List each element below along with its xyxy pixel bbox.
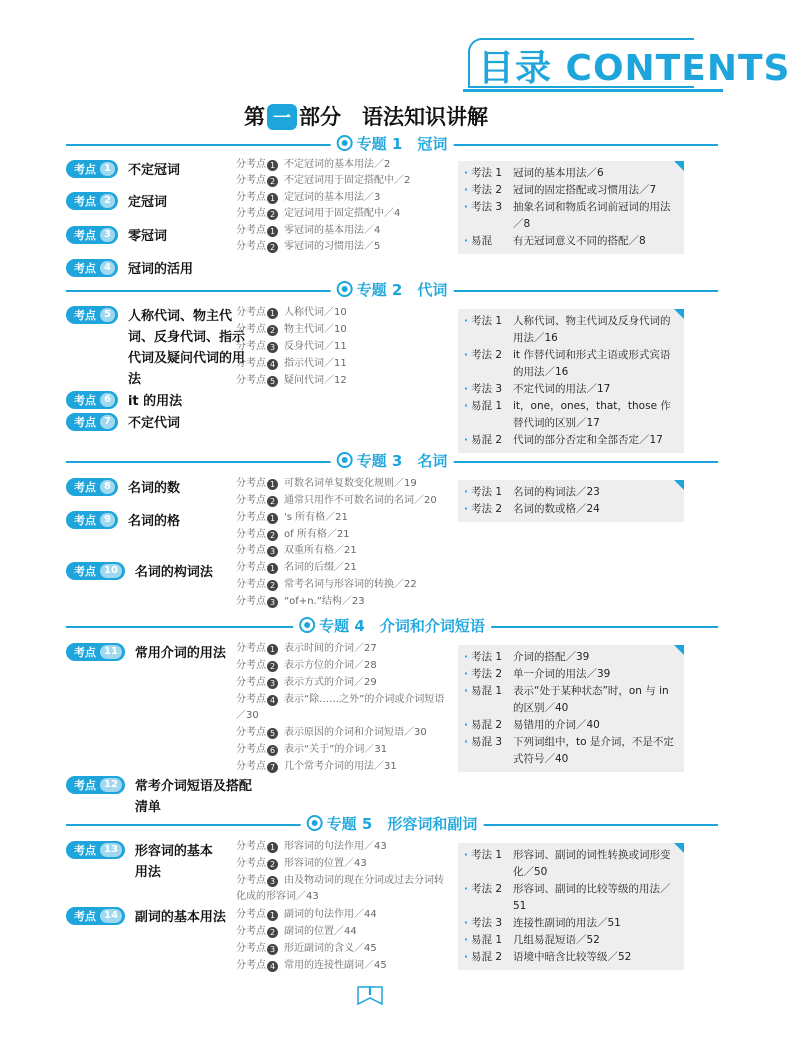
kaodian-item xyxy=(66,511,180,532)
sub-point: 分考点 3 双重所有格／21 xyxy=(236,545,357,556)
kaodian-name: 副词的基本用法 xyxy=(134,910,226,925)
kaodian-item xyxy=(66,841,225,883)
sub-point: 分考点 4 指示代词／11 xyxy=(236,358,347,369)
topic-label: 专题 3 名词 xyxy=(356,452,448,470)
topic-icon xyxy=(337,452,353,468)
part-title xyxy=(244,101,488,131)
kaodian-name: it 的用法 xyxy=(127,394,183,409)
page-number xyxy=(356,984,384,1006)
sub-point: 分考点 1 人称代词／10 xyxy=(236,307,347,318)
sub-point: 分考点 1 名词的后缀／21 xyxy=(236,562,357,573)
topic-label: 专题 4 介词和介词短语 xyxy=(319,617,485,635)
sub-point: 分考点 4 表示“除……之外”的介词或介词短语／30 xyxy=(236,694,445,721)
topic-header xyxy=(66,450,718,474)
kaodian-name: 定冠词 xyxy=(127,195,167,210)
kaodian-badge: 考点 3 xyxy=(66,226,118,244)
sub-point: 分考点 2 副词的位置／44 xyxy=(236,926,357,937)
sub-point: 分考点 5 疑问代词／12 xyxy=(236,375,347,386)
sub-point: 分考点 6 表示“关于”的介词／31 xyxy=(236,744,388,755)
kaodian-badge: 考点 14 xyxy=(66,907,125,925)
kaodian-name: 形容词的基本用法 xyxy=(134,844,213,880)
topic-icon xyxy=(299,617,315,633)
sub-point: 分考点 2 不定冠词用于固定搭配中／2 xyxy=(236,175,411,186)
sub-point: 分考点 3 由及物动词的现在分词或过去分词转化成的形容词／43 xyxy=(236,875,444,902)
header-title: 目录 CONTENTS xyxy=(478,48,790,89)
topic-icon xyxy=(307,815,323,831)
sub-point: 分考点 7 几个常考介词的用法／31 xyxy=(236,761,397,772)
sub-point: 分考点 2 常考名词与形容词的转换／22 xyxy=(236,579,417,590)
topic-label: 专题 2 代词 xyxy=(356,281,448,299)
kaodian-name: 名词的数 xyxy=(127,481,180,496)
kaodian-item xyxy=(66,259,193,280)
kaodian-badge: 考点 7 xyxy=(66,413,118,431)
sub-point: 分考点 3 “of+n.”结构／23 xyxy=(236,596,365,607)
page-number-text: Ⅰ xyxy=(367,984,373,998)
sub-point: 分考点 2 定冠词用于固定搭配中／4 xyxy=(236,208,401,219)
topic-header xyxy=(66,813,718,837)
kaodian-item xyxy=(66,160,180,181)
kaodian-name: 冠词的活用 xyxy=(127,262,193,277)
sub-point: 分考点 3 表示方式的介词／29 xyxy=(236,677,377,688)
kaodian-badge: 考点 9 xyxy=(66,511,118,529)
kaodian-name: 不定冠词 xyxy=(127,163,180,178)
kaodian-item xyxy=(66,562,213,583)
topic-header xyxy=(66,615,718,639)
sub-point: 分考点 1 副词的句法作用／44 xyxy=(236,909,377,920)
sub-point: 分考点 5 表示原因的介词和介词短语／30 xyxy=(236,727,427,738)
kaodian-item xyxy=(66,643,226,664)
kaodian-name: 不定代词 xyxy=(127,416,180,431)
sub-point: 分考点 2 零冠词的习惯用法／5 xyxy=(236,241,381,252)
sub-point: 分考点 1 不定冠词的基本用法／2 xyxy=(236,159,391,170)
kaodian-badge: 考点 6 xyxy=(66,391,118,409)
kaodian-badge: 考点 10 xyxy=(66,562,125,580)
part-number: 一 xyxy=(267,104,297,130)
kaodian-item xyxy=(66,907,226,928)
exam-method-box: · 考法 1 形容词、副词的词性转换或词形变化／50 · 考法 2 形容词、副词的比较等级的用法／51 · 考法 3 连接性副词的用法／51 · 易混 1 几组易混短语／52 · 易混 2 语境中暗含比较等级／52 xyxy=(458,843,684,970)
header-underline xyxy=(463,89,723,92)
kaodian-item xyxy=(66,478,180,499)
kaodian-name: 名词的构词法 xyxy=(134,565,213,580)
kaodian-item xyxy=(66,776,253,818)
sub-point: 分考点 4 常用的连接性副词／45 xyxy=(236,960,387,971)
sub-point: 分考点 2 表示方位的介词／28 xyxy=(236,660,377,671)
part-suffix: 部分 语法知识讲解 xyxy=(299,104,488,129)
topic-header xyxy=(66,133,718,157)
topic-icon xyxy=(337,135,353,151)
sub-point: 分考点 1 定冠词的基本用法／3 xyxy=(236,192,381,203)
kaodian-badge: 考点 4 xyxy=(66,259,118,277)
kaodian-badge: 考点 12 xyxy=(66,776,125,794)
topic-icon xyxy=(337,281,353,297)
topic-label: 专题 5 形容词和副词 xyxy=(326,815,478,833)
sub-point: 分考点 2 of 所有格／21 xyxy=(236,529,350,540)
kaodian-name: 人称代词、物主代词、反身代词、指示代词及疑问代词的用法 xyxy=(127,309,245,387)
sub-point: 分考点 1 表示时间的介词／27 xyxy=(236,643,377,654)
sub-point: 分考点 2 通常只用作不可数名词的名词／20 xyxy=(236,495,437,506)
exam-method-box: · 考法 1 冠词的基本用法／6 · 考法 2 冠词的固定搭配或习惯用法／7 · 考法 3 抽象名词和物质名词前冠词的用法／8 · 易混 有无冠词意义不同的搭配／8 xyxy=(458,161,684,254)
sub-point: 分考点 3 形近副词的含义／45 xyxy=(236,943,377,954)
exam-method-box: · 考法 1 人称代词、物主代词及反身代词的用法／16 · 考法 2 it 作替代词和形式主语或形式宾语的用法／16 · 考法 3 不定代词的用法／17 · 易混 1 it，one，ones，that，those 作替代词的区别／17 · 易混 2 代词的部分否定和全部否定／17 xyxy=(458,309,684,453)
sub-point: 分考点 2 形容词的位置／43 xyxy=(236,858,367,869)
kaodian-badge: 考点 13 xyxy=(66,841,125,859)
kaodian-badge: 考点 8 xyxy=(66,478,118,496)
kaodian-item xyxy=(66,192,167,213)
part-prefix: 第 xyxy=(244,104,265,129)
sub-point: 分考点 1 零冠词的基本用法／4 xyxy=(236,225,381,236)
exam-method-box: · 考法 1 名词的构词法／23 · 考法 2 名词的数或格／24 xyxy=(458,480,684,522)
kaodian-name: 零冠词 xyxy=(127,229,167,244)
kaodian-name: 常考介词短语及搭配清单 xyxy=(134,779,252,815)
kaodian-item xyxy=(66,413,180,434)
kaodian-name: 名词的格 xyxy=(127,514,180,529)
kaodian-item xyxy=(66,226,167,247)
topic-label: 专题 1 冠词 xyxy=(356,135,448,153)
topic-header xyxy=(66,279,718,303)
kaodian-badge: 考点 1 xyxy=(66,160,118,178)
sub-point: 分考点 3 反身代词／11 xyxy=(236,341,347,352)
kaodian-badge: 考点 11 xyxy=(66,643,125,661)
kaodian-item xyxy=(66,391,182,412)
kaodian-badge: 考点 5 xyxy=(66,306,118,324)
exam-method-box: · 考法 1 介词的搭配／39 · 考法 2 单一介词的用法／39 · 易混 1 表示“处于某种状态”时，on 与 in 的区别／40 · 易混 2 易错用的介词／40 · 易混 3 下列词组中，to 是介词，不是不定式符号／40 xyxy=(458,645,684,772)
sub-point: 分考点 1 形容词的句法作用／43 xyxy=(236,841,387,852)
sub-point: 分考点 1 可数名词单复数变化规则／19 xyxy=(236,478,417,489)
kaodian-badge: 考点 2 xyxy=(66,192,118,210)
sub-point: 分考点 1 's 所有格／21 xyxy=(236,512,348,523)
kaodian-item xyxy=(66,306,246,390)
sub-point: 分考点 2 物主代词／10 xyxy=(236,324,347,335)
kaodian-name: 常用介词的用法 xyxy=(134,646,226,661)
